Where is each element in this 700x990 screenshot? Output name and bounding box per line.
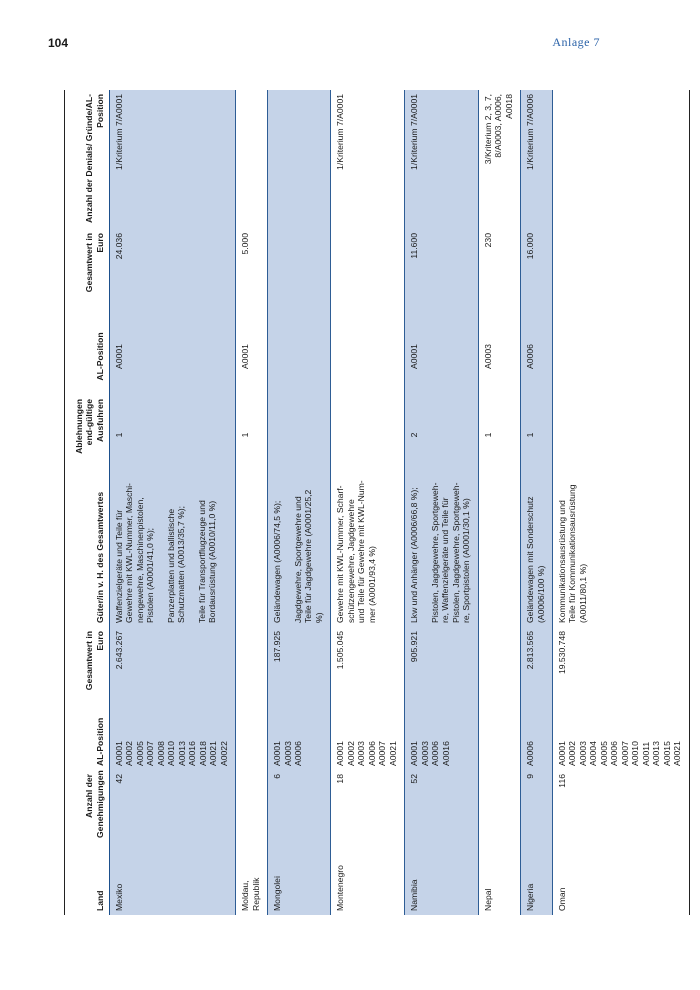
table-row bbox=[552, 90, 689, 915]
cell-land: Mexiko bbox=[110, 842, 236, 915]
col-header-gueter: Güter/in v. H. des Gesamtwertes bbox=[65, 475, 110, 627]
al-position-code: A0001 bbox=[114, 741, 124, 766]
cell-land: Namibia bbox=[405, 842, 478, 915]
al-position-code: A0006 bbox=[293, 741, 304, 766]
cell-gesamtwert bbox=[478, 627, 520, 699]
cell-gueter bbox=[405, 475, 478, 627]
cell-ablehnungen bbox=[552, 395, 689, 475]
table-row bbox=[110, 90, 236, 915]
cell-denials: 1/Kriterium 7/A0001 bbox=[331, 90, 405, 229]
paragraph-gap bbox=[420, 479, 430, 623]
col-header-al-position: AL-Position bbox=[65, 699, 110, 770]
cell-al-position-2: A0006 bbox=[521, 318, 553, 395]
cell-gueter bbox=[110, 475, 236, 627]
cell-al-position-2 bbox=[552, 318, 689, 395]
cell-gesamtwert-2: 11.600 bbox=[405, 229, 478, 318]
cell-ablehnungen: 1 bbox=[236, 395, 268, 475]
al-position-code: A0006 bbox=[525, 741, 536, 766]
cell-land: Montenegro bbox=[331, 842, 405, 915]
cell-al-positions bbox=[405, 699, 478, 770]
cell-ablehnungen bbox=[331, 395, 405, 475]
cell-gesamtwert: 905.921 bbox=[405, 627, 478, 699]
cell-al-position-2: A0001 bbox=[405, 318, 478, 395]
cell-anzahl bbox=[236, 770, 268, 842]
table-row bbox=[236, 90, 268, 915]
goods-description: Kommunikationsausrüstung und Teile für Kommunikationsausrüstung (A0011/80,1 %) bbox=[556, 484, 588, 623]
al-position-code: A0018 bbox=[197, 741, 208, 766]
cell-land: Nepal bbox=[478, 842, 520, 915]
cell-al-position-2: A0001 bbox=[110, 318, 236, 395]
cell-al-positions bbox=[331, 699, 405, 770]
cell-gesamtwert-2 bbox=[331, 229, 405, 318]
al-position-code: A0004 bbox=[588, 741, 599, 766]
cell-gueter bbox=[331, 475, 405, 627]
col-header-denials: Anzahl der Denials/ Gründe/AL-Position bbox=[65, 90, 110, 229]
rotated-table-container bbox=[64, 90, 683, 915]
table-row bbox=[331, 90, 405, 915]
cell-denials: 1/Kriterium 7/A0006 bbox=[521, 90, 553, 229]
cell-anzahl: 42 bbox=[110, 770, 236, 842]
goods-description: Waffenzielgeräte und Teile für Gewehre mit KWL-Nummer, Maschi- nengewehre, Maschinenpistolen, Pistolen (A0001/41,0 %); bbox=[114, 483, 156, 623]
goods-description: Gewehre mit KWL-Nummer, Scharf- schützengewehre, Jagdgewehre und Teile für Gewehre mit KWL-Num- mer (A0001/93,4 %) bbox=[335, 480, 377, 623]
al-position-code: A0008 bbox=[155, 741, 166, 766]
al-position-code: A0006 bbox=[609, 741, 620, 766]
cell-gesamtwert: 2.813.565 bbox=[521, 627, 553, 699]
cell-anzahl: 18 bbox=[331, 770, 405, 842]
al-position-code: A0015 bbox=[661, 741, 672, 766]
cell-ablehnungen: 1 bbox=[478, 395, 520, 475]
al-position-code: A0002 bbox=[345, 741, 356, 766]
cell-land: Mongolei bbox=[268, 842, 331, 915]
cell-ablehnungen bbox=[268, 395, 331, 475]
goods-description: Teile für Transportflugzeuge und Bordausrüstung (A0010/11,0 %) bbox=[196, 500, 218, 623]
cell-gesamtwert-2 bbox=[552, 229, 689, 318]
cell-anzahl: 6 bbox=[268, 770, 331, 842]
al-position-code: A0005 bbox=[134, 741, 145, 766]
cell-ablehnungen: 2 bbox=[405, 395, 478, 475]
paragraph-gap bbox=[156, 479, 166, 623]
cell-ablehnungen: 1 bbox=[521, 395, 553, 475]
cell-al-positions bbox=[236, 699, 268, 770]
cell-gesamtwert-2: 230 bbox=[478, 229, 520, 318]
cell-gesamtwert-2 bbox=[268, 229, 331, 318]
goods-description: Geländewagen (A0006/74,5 %); bbox=[272, 500, 283, 623]
cell-gueter bbox=[521, 475, 553, 627]
goods-description: Lkw und Anhänger (A0006/66,8 %); bbox=[409, 487, 420, 623]
page-number: 104 bbox=[48, 36, 69, 50]
cell-land: Oman bbox=[552, 842, 689, 915]
al-position-code: A0003 bbox=[282, 741, 293, 766]
col-header-gesamtwert-2: Gesamtwert in Euro bbox=[65, 229, 110, 318]
cell-denials bbox=[268, 90, 331, 229]
goods-description: Geländewagen mit Sonderschutz (A0006/100 %) bbox=[525, 496, 546, 623]
al-position-code: A0001 bbox=[272, 741, 283, 766]
al-position-code: A0006 bbox=[430, 741, 441, 766]
al-position-code: A0021 bbox=[387, 741, 398, 766]
cell-anzahl bbox=[478, 770, 520, 842]
al-position-code: A0001 bbox=[409, 741, 420, 766]
cell-gueter bbox=[236, 475, 268, 627]
col-header-gesamtwert: Gesamtwert in Euro bbox=[65, 627, 110, 699]
cell-anzahl: 9 bbox=[521, 770, 553, 842]
cell-al-positions bbox=[110, 699, 236, 770]
cell-gueter bbox=[552, 475, 689, 627]
cell-al-position-2: A0003 bbox=[478, 318, 520, 395]
al-position-code: A0002 bbox=[567, 741, 578, 766]
col-header-al-position-2: AL-Position bbox=[65, 318, 110, 395]
al-position-code: A0003 bbox=[356, 741, 367, 766]
goods-description: Pistolen, Jagdgewehre, Sportgeweh- re, Waffenzielgeräte und Teile für Pistolen, Jagdgewehre, Sportgeweh- re, Sportpistolen (A0001/30,1 %) bbox=[429, 482, 472, 623]
cell-gesamtwert: 19.530.748 bbox=[552, 627, 689, 699]
cell-gesamtwert-2: 16.000 bbox=[521, 229, 553, 318]
table-header bbox=[65, 90, 110, 915]
cell-al-positions bbox=[478, 699, 520, 770]
paragraph-gap bbox=[187, 479, 197, 623]
al-position-code: A0011 bbox=[640, 741, 651, 766]
goods-description: Panzerplatten und ballistische Schutzmatten (A0013/35,7 %); bbox=[165, 505, 187, 623]
table-row bbox=[521, 90, 553, 915]
al-position-code: A0001 bbox=[556, 741, 567, 766]
export-licence-table bbox=[64, 90, 690, 915]
al-position-code: A0007 bbox=[145, 741, 156, 766]
al-position-code: A0003 bbox=[419, 741, 430, 766]
al-position-code: A0010 bbox=[166, 741, 177, 766]
cell-al-positions bbox=[521, 699, 553, 770]
cell-denials bbox=[552, 90, 689, 229]
running-title: Anlage 7 bbox=[552, 35, 600, 49]
al-position-code: A0003 bbox=[577, 741, 588, 766]
paragraph-gap bbox=[283, 479, 293, 623]
cell-gesamtwert: 187.925 bbox=[268, 627, 331, 699]
al-position-code: A0016 bbox=[440, 741, 451, 766]
col-header-anzahl: Anzahl der Genehmigungen bbox=[65, 770, 110, 842]
al-position-code: A0021 bbox=[208, 741, 219, 766]
cell-gesamtwert bbox=[236, 627, 268, 699]
cell-gesamtwert: 1.505.045 bbox=[331, 627, 405, 699]
cell-land: Moldau, Republik bbox=[236, 842, 268, 915]
al-position-code: A0013 bbox=[176, 741, 187, 766]
cell-gueter bbox=[478, 475, 520, 627]
al-position-code: A0006 bbox=[366, 741, 377, 766]
cell-al-position-2 bbox=[268, 318, 331, 395]
cell-anzahl: 52 bbox=[405, 770, 478, 842]
table-row bbox=[405, 90, 478, 915]
al-position-code: A0016 bbox=[187, 741, 198, 766]
al-position-code: A0021 bbox=[672, 741, 683, 766]
al-position-code: A0005 bbox=[598, 741, 609, 766]
cell-gueter bbox=[268, 475, 331, 627]
cell-anzahl: 116 bbox=[552, 770, 689, 842]
cell-al-positions bbox=[268, 699, 331, 770]
cell-denials bbox=[236, 90, 268, 229]
cell-gesamtwert: 2.643.267 bbox=[110, 627, 236, 699]
col-header-land: Land bbox=[65, 842, 110, 915]
cell-land: Nigeria bbox=[521, 842, 553, 915]
goods-description: Jagdgewehre, Sportgewehre und Teile für Jagdgewehre (A0001/25,2 %) bbox=[292, 489, 324, 623]
cell-al-position-2: A0001 bbox=[236, 318, 268, 395]
al-position-code: A0007 bbox=[377, 741, 388, 766]
col-header-ablehnungen: Ablehnungen end-gültige Ausfuhren bbox=[65, 395, 110, 475]
cell-gesamtwert-2: 5.000 bbox=[236, 229, 268, 318]
cell-al-position-2 bbox=[331, 318, 405, 395]
cell-gesamtwert-2: 24.036 bbox=[110, 229, 236, 318]
al-position-code: A0007 bbox=[619, 741, 630, 766]
cell-denials: 3/Kriterium 2, 3, 7, 8/A0003, A0006, A0018 bbox=[478, 90, 520, 229]
al-position-code: A0013 bbox=[651, 741, 662, 766]
al-position-code: A0002 bbox=[124, 741, 135, 766]
table-body bbox=[110, 90, 690, 915]
table-row bbox=[268, 90, 331, 915]
al-position-code: A0022 bbox=[218, 741, 229, 766]
table-row bbox=[478, 90, 520, 915]
cell-ablehnungen: 1 bbox=[110, 395, 236, 475]
al-position-code: A0010 bbox=[630, 741, 641, 766]
cell-denials: 1/Kriterium 7/A0001 bbox=[110, 90, 236, 229]
cell-denials: 1/Kriterium 7/A0001 bbox=[405, 90, 478, 229]
cell-al-positions bbox=[552, 699, 689, 770]
al-position-code: A0001 bbox=[335, 741, 346, 766]
